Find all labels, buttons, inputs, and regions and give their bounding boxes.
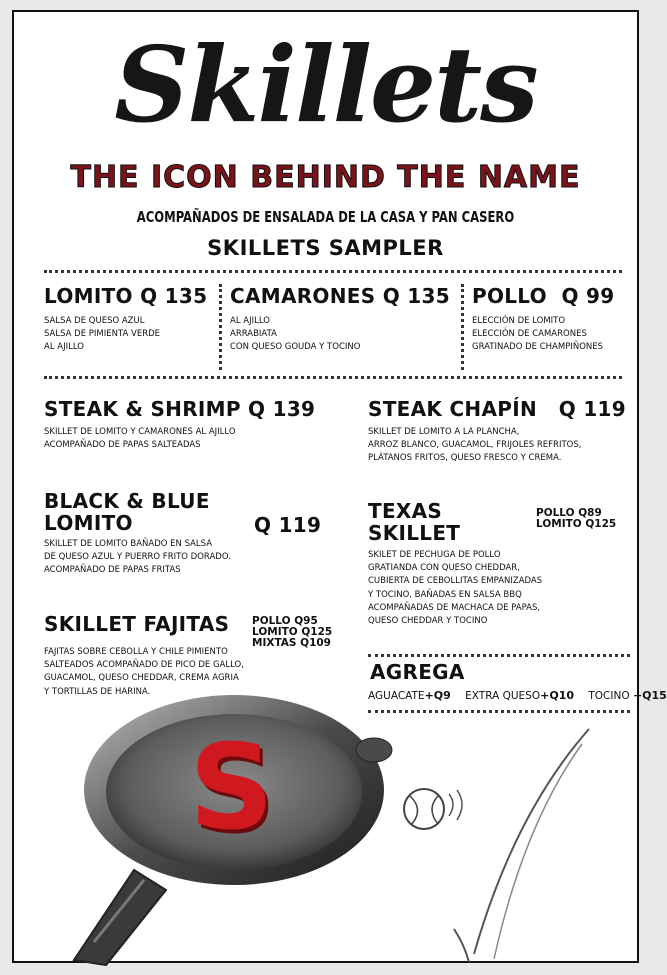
item-line: GUACAMOL, QUESO CHEDDAR, CREMA AGRIA [44,673,239,684]
baseball-sketch [394,724,594,964]
menu-item-black-blue [44,490,231,578]
menu-item-texas-skillet [368,500,542,628]
item-title: TEXAS [368,499,443,523]
sampler-column-lomito [44,284,207,355]
agrega-title: AGREGA [370,660,465,684]
divider [44,270,622,273]
item-line: AL AJILLO [44,342,84,353]
item-line: ACOMPAÑADO DE PAPAS SALTEADAS [44,440,201,451]
item-line: DE QUESO AZUL Y PUERRO FRITO DORADO. [44,552,231,563]
addon-price: +Q9 [424,689,451,702]
item-prices [252,616,332,649]
addon-name: TOCINO [588,690,633,702]
item-line: GRATINADO DE CHAMPIÑONES [472,342,604,353]
item-line: CON QUESO GOUDA Y TOCINO [230,342,361,353]
item-price: LOMITO Q125 [536,518,617,530]
addon-name: EXTRA QUESO [465,690,541,702]
item-title: POLLO Q 99 [472,284,615,308]
item-line: GRATIANDA CON QUESO CHEDDAR, [368,563,520,574]
menu-page [12,10,667,963]
divider [44,376,622,379]
item-line: CUBIERTA DE CEBOLLITAS EMPANIZADAS [368,576,543,587]
item-line: ACOMPAÑADAS DE MACHACA DE PAPAS, [368,602,541,613]
addon-price: +Q10 [540,689,575,702]
item-line: ELECCIÓN DE LOMITO [472,316,566,326]
item-price: MIXTAS Q109 [252,637,331,649]
item-line: SALSA DE QUESO AZUL [44,316,145,326]
sampler-title: SKILLETS SAMPLER [207,236,444,260]
item-line: Y TORTILLAS DE HARINA. [44,686,151,697]
item-line: SALSA DE PIMIENTA VERDE [44,329,161,340]
item-price: Q 119 [254,513,322,537]
item-line: ACOMPAÑADO DE PAPAS FRITAS [44,565,181,576]
item-title: LOMITO Q 135 [44,284,208,308]
item-title: STEAK & SHRIMP Q 139 [44,397,316,421]
item-title: SKILLET FAJITAS [44,612,230,636]
divider [461,284,464,370]
item-prices [536,508,616,530]
item-price: LOMITO Q125 [252,626,333,638]
divider [219,284,222,370]
item-line: SKILLET DE LOMITO A LA PLANCHA, [368,427,520,437]
item-line: SKILLET DE LOMITO Y CAMARONES AL AJILLO [44,427,236,437]
menu-item-steak-chapin [368,397,626,466]
item-line: SKILLET DE LOMITO BAÑADO EN SALSA [44,539,213,549]
brand-tagline: THE ICON BEHIND THE NAME [70,160,581,195]
item-line: ARROZ BLANCO, GUACAMOL, FRIJOLES REFRITOS, [368,440,582,451]
item-line: AL AJILLO [230,316,270,326]
item-line: SALTEADOS ACOMPAÑADO DE PICO DE GALLO, [44,660,244,671]
sampler-column-pollo [472,284,614,355]
item-line: ARRABIATA [230,329,277,340]
addon-price: +Q15 [632,689,667,702]
item-line: ELECCIÓN DE CAMARONES [472,329,587,340]
item-price: POLLO Q95 [252,615,318,627]
item-line: FAJITAS SOBRE CEBOLLA Y CHILE PIMIENTO [44,647,228,657]
sampler-column-camarones [230,284,450,355]
menu-item-steak-shrimp [44,397,315,452]
item-line: Y TOCINO, BAÑADAS EN SALSA BBQ [368,589,522,600]
menu-item-fajitas [44,612,244,699]
brand-logo: Skillets [114,23,537,146]
item-line: PLÁTANOS FRITOS, QUESO FRESCO Y CREMA. [368,453,562,464]
item-line: SKILET DE PECHUGA DE POLLO [368,550,501,560]
item-title: CAMARONES Q 135 [230,284,450,308]
item-title: STEAK CHAPÍN Q 119 [368,397,626,421]
item-title: SKILLET [368,521,461,545]
skillet-letter: S [189,718,274,856]
item-line: QUESO CHEDDAR Y TOCINO [368,616,488,627]
item-title: BLACK & BLUE [44,489,210,513]
item-price: POLLO Q89 [536,507,602,519]
item-title: LOMITO [44,511,133,535]
menu-subtitle: ACOMPAÑADOS DE ENSALADA DE LA CASA Y PAN CASERO [136,208,515,226]
divider [368,654,630,657]
addon-name: AGUACATE [368,690,425,702]
